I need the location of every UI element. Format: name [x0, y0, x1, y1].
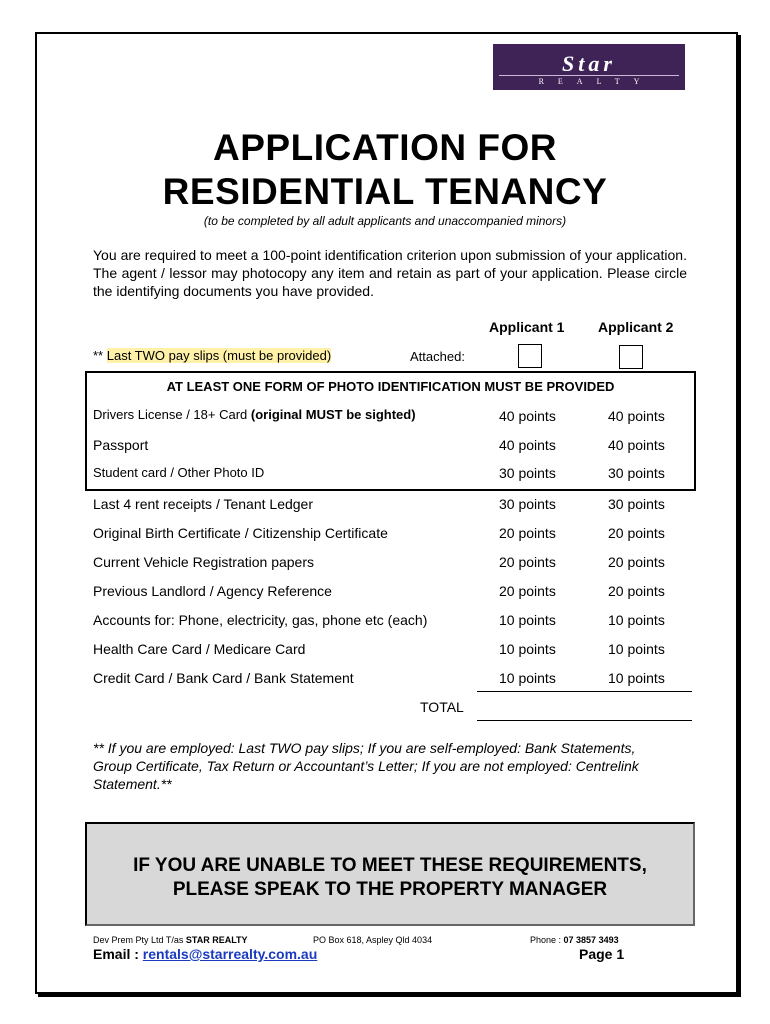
points-row-a1: 20 points [499, 554, 556, 570]
photo-id-row-label: Student card / Other Photo ID [93, 465, 265, 480]
points-row-a1: 10 points [499, 670, 556, 686]
payslips-label: Last TWO pay slips (must be provided) [106, 348, 332, 363]
points-row-a2: 10 points [608, 641, 665, 657]
photo-id-row-label: Drivers License / 18+ Card (original MUST be sighted) [93, 407, 416, 422]
points-row-a2: 10 points [608, 670, 665, 686]
applicant1-attached-checkbox[interactable] [518, 344, 542, 368]
logo-name: Star [562, 51, 616, 76]
applicant2-attached-checkbox[interactable] [619, 345, 643, 369]
points-row-a1: 10 points [499, 612, 556, 628]
title-line2: RESIDENTIAL TENANCY [162, 171, 608, 212]
points-row-label: Original Birth Certificate / Citizenship Certificate [93, 525, 388, 541]
points-row-a2: 30 points [608, 496, 665, 512]
points-row-label: Accounts for: Phone, electricity, gas, phone etc (each) [93, 612, 428, 628]
photo-id-row-a1: 30 points [499, 465, 556, 481]
warning-box [85, 822, 695, 926]
email-label: Email : [93, 946, 143, 962]
footer-company: Dev Prem Pty Ltd T/as STAR REALTY [93, 935, 248, 945]
photo-id-box-title: AT LEAST ONE FORM OF PHOTO IDENTIFICATION MUST BE PROVIDED [166, 379, 615, 394]
photo-id-row-a1: 40 points [499, 408, 556, 424]
page-number: Page 1 [579, 946, 625, 962]
payslips-row [93, 348, 331, 363]
photo-id-row-a2: 40 points [608, 437, 665, 453]
subtitle: (to be completed by all adult applicants and unaccompanied minors) [203, 214, 567, 228]
warning-text [87, 854, 693, 902]
points-row-label: Previous Landlord / Agency Reference [93, 583, 332, 599]
points-row-a2: 20 points [608, 525, 665, 541]
points-row-label: Last 4 rent receipts / Tenant Ledger [93, 496, 313, 512]
footer-email [93, 946, 317, 962]
title-line1: APPLICATION FOR [213, 127, 557, 168]
points-row-a2: 20 points [608, 554, 665, 570]
points-row-a1: 20 points [499, 525, 556, 541]
email-link[interactable]: rentals@starrealty.com.au [142, 946, 318, 962]
points-row-a2: 20 points [608, 583, 665, 599]
attached-label: Attached: [410, 349, 465, 364]
applicant2-header: Applicant 2 [598, 319, 674, 335]
applicant1-header: Applicant 1 [489, 319, 565, 335]
logo-sub: REALTY [538, 77, 654, 86]
footer-phone: Phone : 07 3857 3493 [530, 935, 619, 945]
total-top-rule [477, 691, 692, 692]
warning-line2: PLEASE SPEAK TO THE PROPERTY MANAGER [172, 879, 608, 900]
points-row-a1: 20 points [499, 583, 556, 599]
points-row-label: Credit Card / Bank Card / Bank Statement [93, 670, 354, 686]
points-row-a1: 30 points [499, 496, 556, 512]
points-row-a2: 10 points [608, 612, 665, 628]
points-row-label: Current Vehicle Registration papers [93, 554, 315, 570]
total-bottom-rule [477, 720, 692, 721]
warning-line1: IF YOU ARE UNABLE TO MEET THESE REQUIREMENTS, [133, 855, 647, 876]
photo-id-row-label: Passport [93, 437, 149, 453]
points-row-label: Health Care Card / Medicare Card [93, 641, 306, 657]
star-realty-logo [493, 44, 685, 90]
points-row-a1: 10 points [499, 641, 556, 657]
photo-id-row-a2: 30 points [608, 465, 665, 481]
employment-note: ** If you are employed: Last TWO pay slips; If you are self-employed: Bank Statements, Group Certificate, Tax Return or Accountant’s Letter; If you are not employed: Centrelink Statement.** [93, 740, 639, 792]
photo-id-row-a2: 40 points [608, 408, 665, 424]
total-label: TOTAL [420, 699, 464, 715]
intro-paragraph: You are required to meet a 100-point identification criterion upon submission of your application. The agent / lessor may photocopy any item and retain as part of your application. Please circle the identifying documents you have provided. [93, 247, 687, 299]
logo-divider [499, 75, 679, 76]
photo-id-row-a1: 40 points [499, 437, 556, 453]
payslips-prefix: ** [93, 348, 107, 363]
footer-address: PO Box 618, Aspley Qld 4034 [313, 935, 433, 945]
